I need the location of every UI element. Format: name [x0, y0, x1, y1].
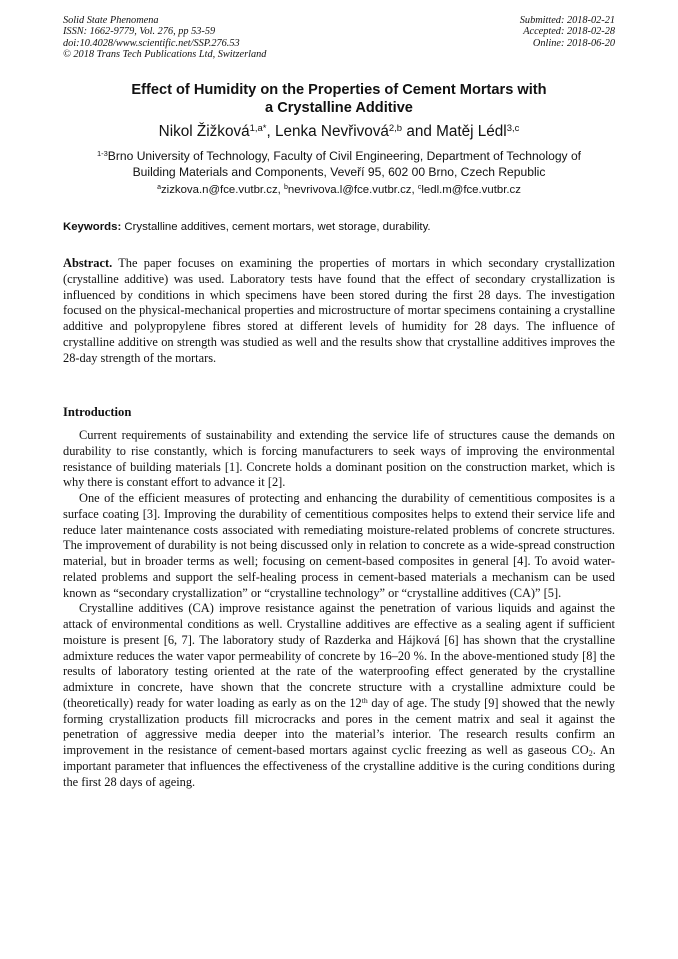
journal-copyright: © 2018 Trans Tech Publications Ltd, Switzerland — [63, 49, 267, 61]
keywords — [63, 219, 615, 235]
affiliation-superscript: 1-3 — [96, 148, 108, 158]
author-name: Lenka Nevřivová — [274, 123, 389, 140]
paragraph: Current requirements of sustainability and extending the service life of structures cause the demands on durability to rise constantly, which is forcing manufacturers to seek ways of improving the environmental resistance of building materials [1]. Concrete holds a dominant position on the construction market, which is why there is constant effort to advance it [2]. — [63, 428, 615, 490]
author-name: Matěj Lédl — [436, 123, 507, 140]
title-line-2: a Crystalline Additive — [265, 100, 413, 116]
date-submitted: Submitted: 2018-02-21 — [519, 15, 615, 26]
author-emails — [63, 183, 615, 198]
paragraph — [63, 601, 615, 790]
author-name: Nikol Žižková — [158, 123, 250, 140]
introduction-body — [63, 428, 615, 790]
email-superscript: c — [417, 184, 422, 192]
email-superscript: b — [283, 184, 288, 192]
paragraph: One of the efficient measures of protecting and enhancing the durability of cementitious composites is a surface coating [3]. Improving the durability of cementitious composites helps to extend their service life and reduce later maintenance costs associated with remediating moisture-related problems of concrete structures. The improvement of durability is not being discussed only in relation to concrete as a wide-spread construction material, but in broader terms as well; focusing on cement-based composites in general [4]. To avoid water-related problems and support the self-healing process in cement-based materials a mechanism can be used known as “secondary crystallization” or “crystalline technology” or “crystalline additives (CA)” [5]. — [63, 491, 615, 600]
email-link[interactable]: ledl.m@fce.vutbr.cz — [421, 184, 521, 196]
chemical-subscript: 2 — [588, 749, 593, 758]
email-link[interactable]: nevrivova.l@fce.vutbr.cz, — [287, 184, 418, 196]
journal-name: Solid State Phenomena — [63, 15, 159, 26]
email-link[interactable]: zizkova.n@fce.vutbr.cz, — [160, 184, 284, 196]
affiliation-line-2: Building Materials and Components, Veveří 95, 602 00 Brno, Czech Republic — [132, 164, 546, 179]
journal-issn: ISSN: 1662-9779, Vol. 276, pp 53-59 — [63, 26, 216, 38]
paragraph-text: Crystalline additives (CA) improve resistance against the penetration of various liquids and against the attack of environmental conditions as well. Crystalline additives are effective as a sealing agent if sufficient moisture is present [6, 7]. The laboratory study of Razderka and Hájková [6] has shown that the crystalline admixture reduces the water vapor permeability of concrete by 16–20 %. In the above-mentioned study [8] the results of laboratory testing oriented at the rate of the waterproofing effect generated by the crystalline admixture in concrete, have shown that the concrete structure with a crystalline admixture could be (theoretically) ready for water loading as early as on the 12 — [63, 601, 615, 710]
email-superscript: a — [157, 184, 161, 192]
journal-doi: doi:10.4028/www.scientific.net/SSP.276.53 — [63, 37, 240, 49]
title-line-1: Effect of Humidity on the Properties of Cement Mortars with — [131, 82, 547, 98]
author-separator: and — [402, 123, 437, 140]
date-accepted: Accepted: 2018-02-28 — [523, 26, 615, 38]
author-superscript: 3,c — [506, 122, 520, 134]
abstract-text: The paper focuses on examining the properties of mortars in which secondary crystallization (crystalline additive) was used. Laboratory tests have found that the effect of secondary crystallization is influenced by conditions in which specimens have been stored during the first 28 days. The investigation focused on the physical-mechanical properties and microstructure of mortar specimens containing a crystalline additive and polypropylene fibres stored at different levels of humidity for 28 days. The influence of crystalline additive on strength was studied as well and the results show that crystalline additives improves the 28-day strength of the mortars. — [63, 256, 615, 365]
journal-info — [63, 15, 266, 61]
paragraph-text: day of age. The study [9] showed that the newly forming crystallization products fill microcracks and pores in the cement matrix and seal it against the penetration of aggressive media deeper into the material’s interior. The research results confirm an improvement in the resistance of cement-based mortars against cyclic freezing as well as gaseous CO — [63, 695, 616, 757]
publication-dates — [520, 15, 615, 49]
affiliation — [63, 149, 615, 180]
keywords-label: Keywords: — [63, 221, 122, 233]
paragraph-text: . An important parameter that influences the effectiveness of the crystalline additive is the curing conditions during the first 28 days of ageing. — [63, 743, 615, 789]
ordinal-superscript: th — [361, 695, 368, 705]
section-heading: Introduction — [63, 405, 132, 419]
author-superscript: 2,b — [388, 122, 403, 134]
author-superscript: 1,a* — [249, 122, 267, 134]
abstract-label: Abstract. — [63, 256, 113, 270]
affiliation-line-1: Brno University of Technology, Faculty of Civil Engineering, Department of Technology of — [107, 149, 582, 163]
paper-title — [63, 81, 615, 117]
author-list — [63, 122, 615, 142]
date-online: Online: 2018-06-20 — [532, 37, 615, 49]
keywords-text: Crystalline additives, cement mortars, wet storage, durability. — [121, 221, 431, 233]
abstract — [63, 256, 615, 366]
author-separator: , — [266, 123, 275, 140]
